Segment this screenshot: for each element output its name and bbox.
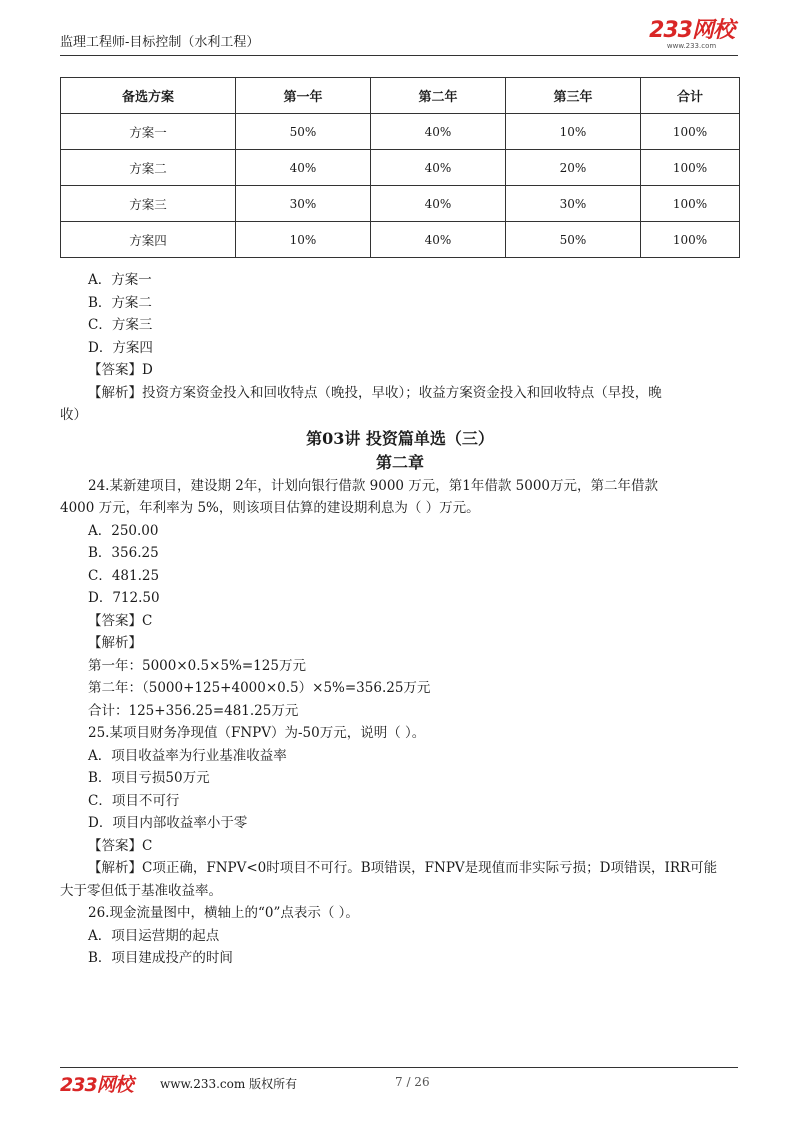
table-cell: 100% [641,186,740,222]
answer-option: D．712.50 [88,590,160,606]
answer-option: C．481.25 [88,567,160,584]
table-cell: 30% [506,186,641,222]
answer-key: 【答案】D [88,362,153,378]
question-stem: 26.现金流量图中，横轴上的“0”点表示（ ）。 [88,905,359,921]
table-cell: 方案一 [61,114,236,150]
table-cell: 40% [236,150,371,186]
table-header-cell: 备选方案 [61,78,236,114]
table-cell: 50% [506,222,641,258]
page-number: 7 / 26 [395,1075,430,1089]
analysis-text-cont: 大于零但低于基准收益率。 [60,882,222,899]
question-stem: 25.某项目财务净现值（FNPV）为-50万元，说明（ ）。 [88,725,426,741]
table-row [61,222,740,258]
table-cell: 40% [371,150,506,186]
answer-key: 【答案】C [88,612,153,629]
table-header-row [61,78,740,114]
table-cell: 40% [371,222,506,258]
lecture-title: 第03讲 投资篇单选（三） [306,428,494,448]
answer-option: A．项目运营期的起点 [88,927,220,944]
table-cell: 10% [506,114,641,150]
answer-option: C．项目不可行 [88,792,180,809]
header-divider [60,55,738,56]
table-cell: 10% [236,222,371,258]
calc-line: 第一年：5000×0.5×5%=125万元 [88,657,306,674]
answer-option: A．项目收益率为行业基准收益率 [88,747,287,764]
analysis-text: 【解析】C项正确，FNPV<0时项目不可行。B项错误，FNPV是现值而非实际亏损；D项错误，IRR可能 [88,860,718,876]
table-header-cell: 第二年 [371,78,506,114]
table-cell: 100% [641,222,740,258]
answer-option: C．方案三 [88,317,153,333]
answer-option: A．方案一 [88,272,152,288]
calc-line: 合计：125+356.25=481.25万元 [88,702,299,719]
table-cell: 40% [371,186,506,222]
table-cell: 50% [236,114,371,150]
chapter-title: 第二章 [375,452,424,472]
footer-divider [60,1067,738,1068]
brand-logo [649,20,734,50]
table-cell: 方案二 [61,150,236,186]
analysis-label: 【解析】 [88,635,142,651]
table-cell: 100% [641,114,740,150]
page-content [60,269,740,970]
analysis-text-cont: 收） [60,407,87,423]
table-header-cell: 合计 [641,78,740,114]
answer-option: B．356.25 [88,545,159,561]
table-cell: 100% [641,150,740,186]
table-row [61,186,740,222]
analysis-text: 【解析】投资方案资金投入和回收特点（晚投，早收）；收益方案资金投入和回收特点（早投，晚 [88,384,662,401]
table-header-cell: 第一年 [236,78,371,114]
table-header-cell: 第三年 [506,78,641,114]
footer-brand-logo: 233网校 [60,1074,133,1096]
footer-copyright: www.233.com 版权所有 [160,1077,298,1091]
answer-option: B．项目建成投产的时间 [88,950,233,966]
answer-option: D．项目内部收益率小于零 [88,815,248,831]
table-cell: 30% [236,186,371,222]
table-cell: 方案三 [61,186,236,222]
answer-key: 【答案】C [88,837,153,854]
question-stem-cont: 4000 万元，年利率为 5%，则该项目估算的建设期利息为（ ）万元。 [60,500,480,516]
table-cell: 40% [371,114,506,150]
table-cell: 方案四 [61,222,236,258]
brand-logo-text: 233网校 [649,18,734,43]
answer-option: B．项目亏损50万元 [88,770,210,786]
brand-logo-url: www.233.com [666,42,717,50]
answer-option: B．方案二 [88,294,152,311]
answer-option: D．方案四 [88,339,153,356]
answer-option: A．250.00 [88,522,159,539]
table-row [61,114,740,150]
plans-table [60,77,740,258]
document-header-title: 监理工程师-目标控制（水利工程） [60,35,260,50]
question-stem: 24.某新建项目，建设期 2年，计划向银行借款 9000 万元，第1年借款 5000万元，第二年借款 [88,477,659,494]
calc-line: 第二年：（5000+125+4000×0.5）×5%=356.25万元 [88,680,431,696]
table-cell: 20% [506,150,641,186]
table-row [61,150,740,186]
